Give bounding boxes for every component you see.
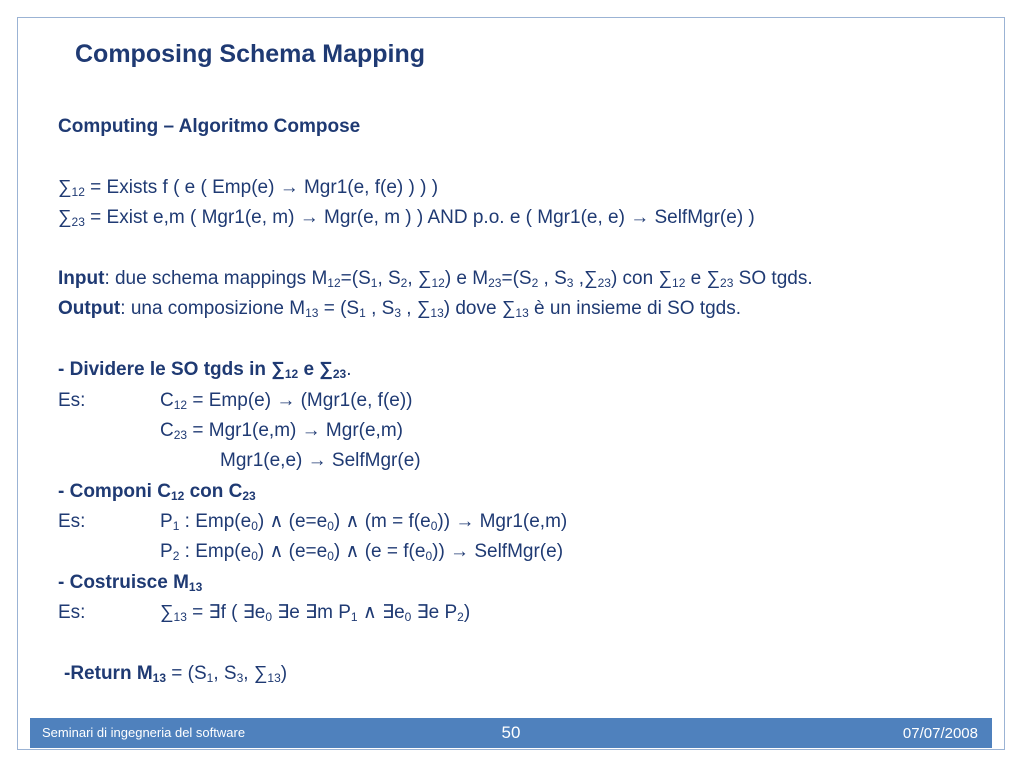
text: C — [160, 419, 174, 441]
subscript: 0 — [425, 549, 433, 564]
step-build — [58, 568, 988, 598]
blank-line — [58, 325, 988, 355]
subscript: 13 — [430, 306, 444, 321]
text: = (S — [166, 663, 207, 685]
subscript: 0 — [265, 610, 272, 625]
subscript: 13 — [515, 306, 529, 321]
subscript: 2 — [457, 610, 464, 625]
step-compose — [58, 477, 988, 507]
subscript: 2 — [531, 275, 539, 290]
text: = (S — [318, 298, 360, 320]
subscript: 1 — [370, 275, 378, 290]
text: = ∃f ( ∃e — [186, 602, 266, 624]
sigma23-definition — [58, 203, 988, 233]
subscript: 0 — [251, 519, 258, 534]
text: con C — [184, 480, 243, 502]
subscript: 1 — [172, 519, 180, 534]
subscript: 23 — [71, 215, 85, 230]
text: ,∑ — [573, 267, 598, 289]
subscript: 13 — [188, 579, 203, 594]
text: , ∑ — [407, 267, 432, 289]
text: , S — [213, 663, 237, 685]
subscript: 0 — [327, 519, 334, 534]
text: , S — [538, 267, 567, 289]
slide-content — [58, 112, 988, 689]
text: : Emp(e — [179, 511, 252, 533]
subscript: 3 — [236, 671, 244, 686]
text: ∃e ∃m P — [272, 602, 351, 624]
text: P — [160, 511, 173, 533]
subscript: 12 — [284, 367, 299, 382]
text: , ∑ — [401, 298, 431, 320]
subscript: 23 — [332, 367, 347, 382]
subscript: 12 — [431, 275, 445, 290]
subscript: 0 — [251, 549, 258, 564]
text: )) → Mgr1(e,m) — [437, 511, 568, 533]
text: = Emp(e) → (Mgr1(e, f(e)) — [187, 389, 413, 411]
subscript: 0 — [404, 610, 412, 625]
text: - Componi C — [58, 480, 171, 502]
output-label: Output — [58, 298, 121, 320]
subscript: 3 — [566, 275, 574, 290]
example-c23-continued — [58, 446, 988, 476]
slide-title: Composing Schema Mapping — [75, 40, 426, 68]
text: . — [346, 359, 352, 381]
sigma-symbol: ∑ — [58, 176, 72, 198]
text: = Mgr1(e,m) → Mgr(e,m) — [187, 419, 403, 441]
text: =(S — [340, 267, 371, 289]
text: =(S — [501, 267, 532, 289]
step-return — [58, 659, 988, 689]
subtitle: Computing – Algoritmo Compose — [58, 116, 361, 137]
example-p1 — [58, 507, 988, 537]
es-label: Es: — [58, 389, 86, 411]
subscript: 0 — [430, 519, 438, 534]
subscript: 1 — [350, 610, 358, 625]
text: ) ∧ (e = f(e — [333, 541, 426, 563]
subscript: 23 — [488, 275, 502, 290]
text: SO tgds. — [733, 267, 813, 289]
text: )) → SelfMgr(e) — [432, 541, 564, 563]
subscript: 1 — [206, 671, 214, 686]
text: ) con ∑ — [610, 267, 673, 289]
text: - Costruisce M — [58, 571, 189, 593]
blank-line — [58, 234, 988, 264]
example-sigma13 — [58, 598, 988, 628]
footer-date: 07/07/2008 — [902, 725, 978, 742]
text: , ∑ — [243, 663, 268, 685]
text: ∧ ∃e — [357, 602, 405, 624]
subscript: 12 — [173, 397, 188, 412]
text: ) — [463, 602, 471, 624]
subscript: 23 — [597, 275, 611, 290]
text: - Dividere le SO tgds in ∑ — [58, 359, 285, 381]
text: ) — [280, 663, 288, 685]
subscript: 12 — [170, 488, 185, 503]
text: ) dove ∑ — [443, 298, 516, 320]
formula-text: = Exist e,m ( Mgr1(e, m) → Mgr(e, m ) ) AND p.o. e ( Mgr1(e, e) → SelfMgr(e) ) — [84, 207, 755, 229]
text: ∑ — [160, 602, 174, 624]
subscript: 23 — [173, 427, 188, 442]
text: è un insieme di SO tgds. — [528, 298, 742, 320]
text: C — [160, 389, 174, 411]
subscript: 13 — [152, 671, 167, 686]
text: , S — [377, 267, 401, 289]
subscript: 0 — [327, 549, 334, 564]
subscript: 12 — [327, 275, 341, 290]
footer-course-name: Seminari di ingegneria del software — [42, 725, 246, 740]
text: : due schema mappings M — [104, 267, 328, 289]
text: -Return M — [64, 663, 153, 685]
input-label: Input — [58, 267, 105, 289]
subscript: 2 — [400, 275, 408, 290]
subscript: 12 — [672, 275, 686, 290]
subscript: 13 — [305, 306, 319, 321]
output-line — [58, 294, 988, 324]
example-c23 — [58, 416, 988, 446]
text: Mgr1(e,e) → SelfMgr(e) — [220, 450, 421, 472]
subscript: 23 — [242, 488, 256, 503]
text: e ∑ — [685, 267, 721, 289]
text: ) ∧ (m = f(e — [333, 511, 431, 533]
text: : una composizione M — [120, 298, 306, 320]
subscript: 13 — [173, 610, 187, 625]
input-line — [58, 264, 988, 294]
es-label: Es: — [58, 511, 86, 533]
sigma-symbol: ∑ — [58, 207, 72, 229]
text: ) ∧ (e=e — [257, 511, 328, 533]
step-divide — [58, 355, 988, 385]
text: ) ∧ (e=e — [257, 541, 328, 563]
text: e ∑ — [298, 359, 333, 381]
text: ) e M — [444, 267, 489, 289]
subscript: 3 — [394, 306, 401, 321]
subscript: 1 — [359, 306, 366, 321]
text: ∃e P — [411, 602, 458, 624]
subscript: 2 — [172, 549, 180, 564]
blank-line — [58, 142, 988, 172]
text: P — [160, 541, 173, 563]
blank-line — [58, 629, 988, 659]
es-label: Es: — [58, 602, 86, 624]
subscript: 23 — [720, 275, 734, 290]
text: : Emp(e — [179, 541, 252, 563]
formula-text: = Exists f ( e ( Emp(e) → Mgr1(e, f(e) ) ) ) — [84, 176, 439, 198]
page-number: 50 — [501, 723, 521, 742]
subscript: 13 — [267, 671, 281, 686]
slide-footer — [30, 718, 992, 748]
example-c12 — [58, 386, 988, 416]
example-p2 — [58, 537, 988, 567]
text: , S — [365, 298, 395, 320]
sigma12-definition — [58, 173, 988, 203]
subscript: 12 — [71, 184, 85, 199]
